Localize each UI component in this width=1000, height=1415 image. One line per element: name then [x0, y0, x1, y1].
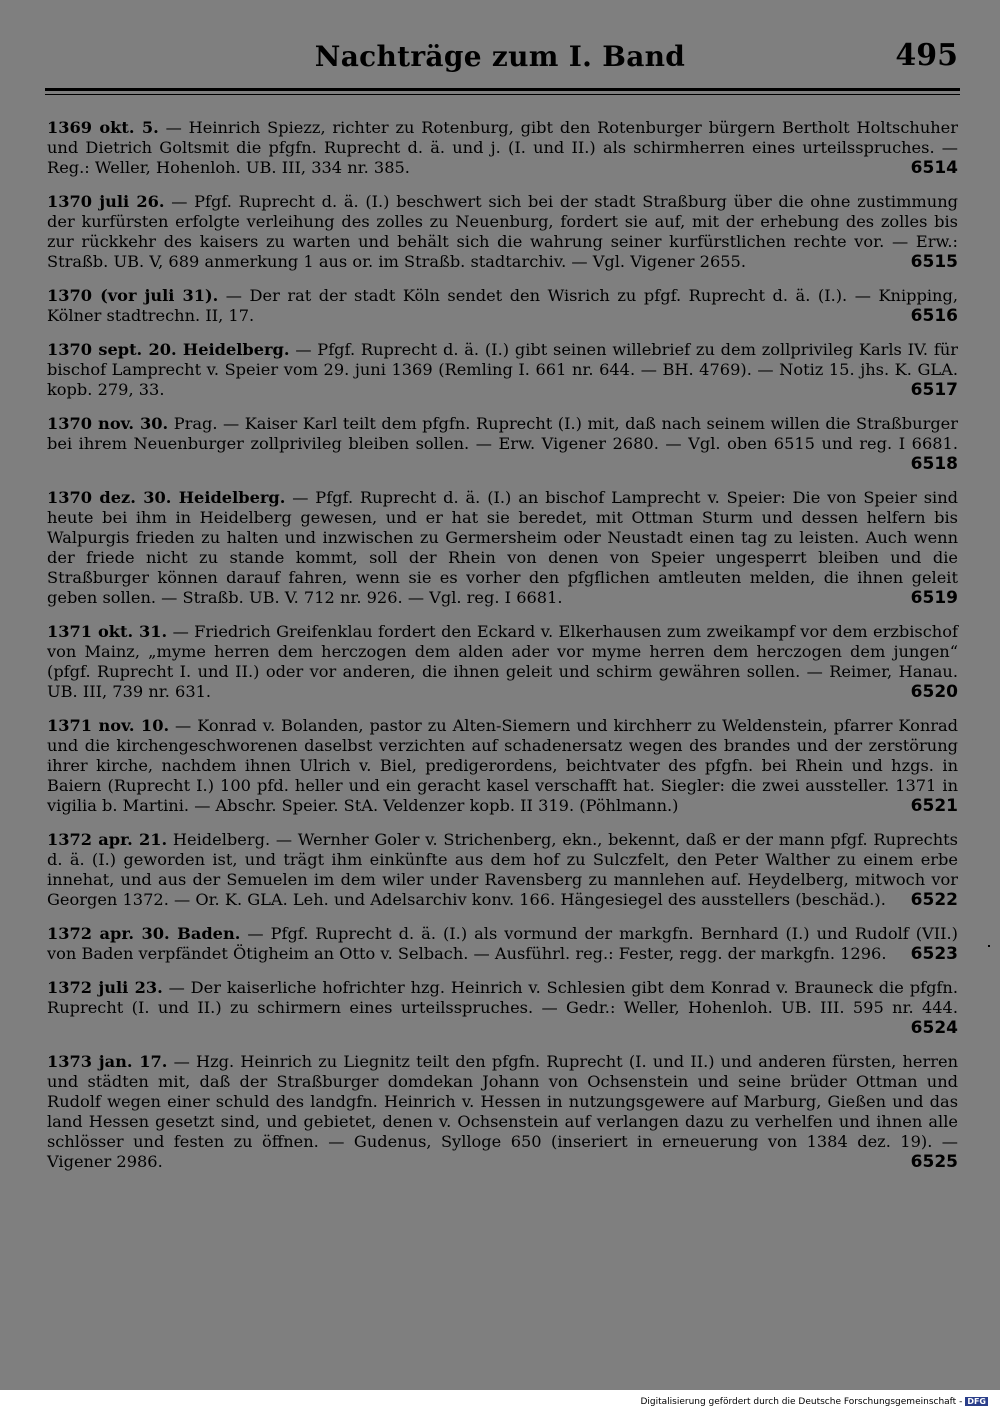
entry-number: 6519 — [903, 588, 958, 608]
entry-date: 1372 apr. 30. Baden. — [47, 924, 241, 943]
entry-text: — Pfgf. Ruprecht d. ä. (I.) beschwert sich bei der stadt Straßburg über die ohne zustimmung der kurfürsten erfolgte verleihung des zolles zu Neuenburg, fordert sie auf, mit der erhebung des zolles bis zur rückkehr des kaisers zu warten und behält sich die wahrung seiner kurfürstlichen rechte vor. — Erw.: Straßb. UB. V, 689 anmerkung 1 aus or. im Straßb. stadtarchiv. — Vgl. Vigener 2655. — [47, 192, 958, 271]
entry-number: 6525 — [903, 1152, 958, 1172]
entry-number: 6515 — [903, 252, 958, 272]
entry-date: 1371 nov. 10. — [47, 716, 170, 735]
page-number: 495 — [895, 38, 958, 73]
funding-footer — [640, 1397, 988, 1407]
header-rule-thin — [45, 94, 960, 95]
dfg-logo: DFG — [967, 1397, 986, 1406]
regest-entry — [47, 924, 958, 964]
entry-number: 6521 — [903, 796, 958, 816]
regest-entry — [47, 716, 958, 816]
regest-entry — [47, 286, 958, 326]
entry-text: — Heinrich Spiezz, richter zu Rotenburg, gibt den Rotenburger bürgern Bertholt Holtschuher und Dietrich Goltsmit die pfgfn. Ruprecht d. ä. und j. (I. und II.) als schirmherren eines urteilsspruches. — Reg.: Weller, Hohenloh. UB. III, 334 nr. 385. — [47, 118, 958, 177]
entry-number: 6522 — [903, 890, 958, 910]
entry-text: — Friedrich Greifenklau fordert den Eckard v. Elkerhausen zum zweikampf vor dem erzbischof von Mainz, „myme herren dem herczogen dem alden ader vor myme herren dem herczogen dem jungen“ (pfgf. Ruprecht I. und II.) oder vor anderen, die ihnen geleit und schirm gewähren sollen. — Reimer, Hanau. UB. III, 739 nr. 631. — [47, 622, 958, 701]
regest-entry — [47, 1052, 958, 1172]
entry-number: 6518 — [903, 454, 958, 474]
scan-speck — [988, 945, 990, 947]
entry-date: 1372 juli 23. — [47, 978, 163, 997]
entry-date: 1373 jan. 17. — [47, 1052, 168, 1071]
regest-entry — [47, 978, 958, 1038]
regest-entry — [47, 118, 958, 178]
entry-text: — Hzg. Heinrich zu Liegnitz teilt den pfgfn. Ruprecht (I. und II.) und anderen fürsten, herren und städten mit, daß der Straßburger domdekan Johann von Ochsenstein und seine brüder Ottman und Rudolf wegen einer schuld des landgfn. Heinrich v. Hessen in nutzungsgewere auf Marburg, Gießen und das land Hessen gesetzt sind, und gebietet, denen v. Ochsenstein auf verlangen dazu zu verhelfen und ihnen alle schlösser und festen zu öffnen. — Gudenus, Sylloge 650 (inseriert in erneuerung von 1384 dez. 19). — Vigener 2986. — [47, 1052, 958, 1171]
footer-text: Digitalisierung gefördert durch die Deutsche Forschungsgemeinschaft - — [640, 1397, 963, 1407]
entry-date: 1372 apr. 21. — [47, 830, 168, 849]
regest-entry — [47, 192, 958, 272]
entry-text: Heidelberg. — Wernher Goler v. Strichenberg, ekn., bekennt, daß er der mann pfgf. Ruprechts d. ä. (I.) geworden ist, und trägt ihm einkünfte aus dem hof zu Sulczfelt, den Peter Walther zu einem erbe innehat, und aus der Semuelen im dem wiler under Ravensberg zu mannlehen auf. Heydelberg, mitwoch vor Georgen 1372. — Or. K. GLA. Leh. und Adelsarchiv konv. 166. Hängesiegel des ausstellers (beschäd.). — [47, 830, 958, 909]
entry-date: 1370 dez. 30. Heidelberg. — [47, 488, 286, 507]
regest-list — [47, 118, 958, 1186]
regest-entry — [47, 414, 958, 474]
header-rule-thick — [45, 88, 960, 91]
page-title: Nachträge zum I. Band — [314, 40, 686, 73]
entry-text: — Pfgf. Ruprecht d. ä. (I.) als vormund der markgfn. Bernhard (I.) und Rudolf (VII.) von Baden verpfändet Ötigheim an Otto v. Selbach. — Ausführl. reg.: Fester, regg. der markgfn. 1296. — [47, 924, 958, 963]
entry-text: — Der rat der stadt Köln sendet den Wisrich zu pfgf. Ruprecht d. ä. (I.). — Knipping, Kölner stadtrechn. II, 17. — [47, 286, 958, 325]
regest-entry — [47, 488, 958, 608]
entry-text: — Pfgf. Ruprecht d. ä. (I.) gibt seinen willebrief zu dem zollprivileg Karls IV. für bischof Lamprecht v. Speier vom 29. juni 1369 (Remling I. 661 nr. 644. — BH. 4769). — Notiz 15. jhs. K. GLA. kopb. 279, 33. — [47, 340, 959, 399]
entry-number: 6520 — [903, 682, 958, 702]
entry-number: 6514 — [903, 158, 958, 178]
regest-entry — [47, 622, 958, 702]
entry-number: 6517 — [903, 380, 958, 400]
entry-number: 6523 — [903, 944, 958, 964]
entry-date: 1369 okt. 5. — [47, 118, 159, 137]
regest-entry — [47, 340, 958, 400]
entry-number: 6516 — [903, 306, 958, 326]
entry-text: Prag. — Kaiser Karl teilt dem pfgfn. Ruprecht (I.) mit, daß nach seinem willen die Straßburger bei ihrem Neuenburger zollprivileg bleiben sollen. — Erw. Vigener 2680. — Vgl. oben 6515 und reg. I 6681. — [47, 414, 958, 453]
entry-text: — Der kaiserliche hofrichter hzg. Heinrich v. Schlesien gibt dem Konrad v. Brauneck die pfgfn. Ruprecht (I. und II.) zu schirmern eines urteilsspruches. — Gedr.: Weller, Hohenloh. UB. III. 595 nr. 444. — [47, 978, 958, 1017]
entry-date: 1371 okt. 31. — [47, 622, 168, 641]
entry-date: 1370 nov. 30. — [47, 414, 169, 433]
entry-text: — Konrad v. Bolanden, pastor zu Alten-Siemern und kirchherr zu Weldenstein, pfarrer Konrad und die kirchengeschworenen daselbst verzichten auf schadenersatz wegen des brandes und der zerstörung ihrer kirche, nachdem ihnen Ulrich v. Biel, predigerordens, beichtvater des pfgfn. bei Rhein und hzgs. in Baiern (Ruprecht I.) 100 pfd. heller und ein geracht kasel verschafft hat. Siegler: die zwei aussteller. 1371 in vigilia b. Martini. — Abschr. Speier. StA. Veldenzer kopb. II 319. (Pöhlmann.) — [47, 716, 958, 815]
regest-entry — [47, 830, 958, 910]
entry-number: 6524 — [903, 1018, 958, 1038]
entry-date: 1370 (vor juli 31). — [47, 286, 219, 305]
entry-date: 1370 juli 26. — [47, 192, 165, 211]
entry-date: 1370 sept. 20. Heidelberg. — [47, 340, 290, 359]
entry-text: — Pfgf. Ruprecht d. ä. (I.) an bischof Lamprecht v. Speier: Die von Speier sind heute bei ihm in Heidelberg gewesen, und er hat sie beredet, mit Ottman Sturm und dessen helfern bis Walpurgis frieden zu halten und inzwischen zu Germersheim oder Neustadt einen tag zu leisten. Auch wenn der friede nicht zu stande kommt, soll der Rhein von denen von Speier ungesperrt bleiben und die Straßburger können darauf fahren, wenn sie es vorher den pfgflichen amtleuten melden, die ihnen geleit geben sollen. — Straßb. UB. V. 712 nr. 926. — Vgl. reg. I 6681. — [47, 488, 959, 607]
